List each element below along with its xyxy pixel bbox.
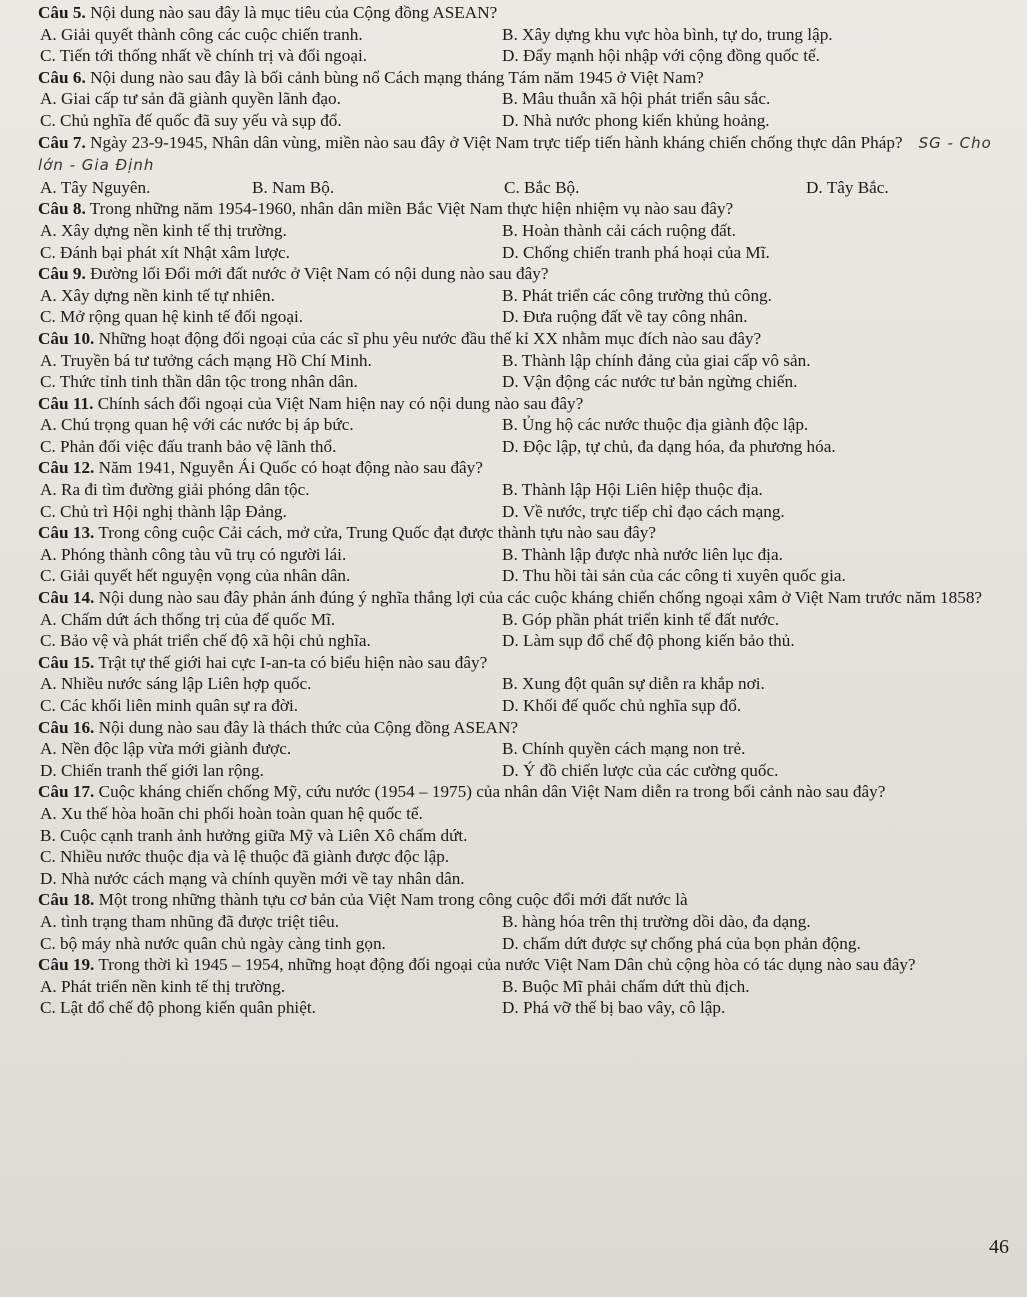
- question-q18: [38, 889, 1013, 954]
- question-stem: [38, 457, 1013, 479]
- question-number: Câu 5.: [38, 3, 86, 22]
- answer-option: B. Nam Bộ.: [252, 177, 335, 197]
- option-row: [38, 88, 1013, 110]
- answer-option: B. Thành lập Hội Liên hiệp thuộc địa.: [502, 480, 763, 500]
- question-text: Nội dung nào sau đây phản ánh đúng ý nghĩa thắng lợi của các cuộc kháng chiến chống ngoại xâm ở Việt Nam trước năm 1858?: [98, 588, 983, 608]
- answer-option: D. Ý đồ chiến lược của các cường quốc.: [502, 760, 779, 780]
- question-q8: [38, 198, 1013, 263]
- question-q9: [38, 263, 1013, 328]
- question-text: Nội dung nào sau đây là bối cảnh bùng nổ Cách mạng tháng Tám năm 1945 ở Việt Nam?: [90, 67, 704, 87]
- question-text: Trong thời kì 1945 – 1954, những hoạt động đối ngoại của nước Việt Nam Dân chủ cộng hòa có tác dụng nào sau đây?: [98, 955, 916, 975]
- option-row: [38, 565, 1013, 587]
- question-stem: [38, 2, 1013, 24]
- question-q19: [38, 954, 1013, 1019]
- answer-option: A. Ra đi tìm đường giải phóng dân tộc.: [40, 480, 310, 500]
- option-row: [38, 997, 1013, 1019]
- answer-option: D. Độc lập, tự chủ, đa dạng hóa, đa phương hóa.: [502, 436, 836, 456]
- answer-option: B. Hoàn thành cải cách ruộng đất.: [502, 220, 736, 240]
- question-q17: [38, 781, 1013, 889]
- answer-option: D. Thu hồi tài sản của các công ti xuyên quốc gia.: [502, 566, 846, 586]
- question-stem: [38, 393, 1013, 415]
- option-row: [38, 479, 1013, 501]
- question-q16: [38, 717, 1013, 782]
- question-q11: [38, 393, 1013, 458]
- question-q15: [38, 652, 1013, 717]
- answer-option: A. Chú trọng quan hệ với các nước bị áp bức.: [40, 415, 354, 435]
- answer-option: C. Đánh bại phát xít Nhật xâm lược.: [40, 242, 290, 262]
- question-stem: [38, 652, 1013, 674]
- answer-option: C. Chủ nghĩa đế quốc đã suy yếu và sụp đổ.: [40, 110, 342, 130]
- question-number: Câu 15.: [38, 652, 95, 672]
- answer-option: B. Phát triển các công trường thủ công.: [502, 285, 772, 305]
- question-number: Câu 9.: [38, 264, 86, 284]
- option-row: [38, 501, 1013, 523]
- question-q7: [38, 132, 1013, 199]
- answer-option: D. Làm sụp đổ chế độ phong kiến bảo thủ.: [502, 631, 795, 651]
- answer-option: B. Xây dựng khu vực hòa bình, tự do, trung lập.: [502, 24, 833, 44]
- answer-option: D. Tây Bắc.: [806, 177, 889, 197]
- option-row: [38, 544, 1013, 566]
- answer-option: C. Thức tỉnh tinh thần dân tộc trong nhân dân.: [40, 372, 358, 392]
- option-row: [38, 24, 1013, 46]
- answer-option: C. Giải quyết hết nguyện vọng của nhân dân.: [40, 566, 351, 586]
- option-row: [38, 695, 1013, 717]
- option-row: [38, 436, 1013, 458]
- question-stem: [38, 587, 1013, 609]
- answer-option: A. Nhiều nước sáng lập Liên hợp quốc.: [40, 674, 312, 694]
- option-row: [38, 933, 1013, 955]
- answer-option: D. Đưa ruộng đất về tay công nhân.: [502, 307, 748, 327]
- option-row: [38, 350, 1013, 372]
- option-row: [38, 285, 1013, 307]
- question-number: Câu 6.: [38, 67, 86, 87]
- question-stem: [38, 263, 1013, 285]
- answer-option: B. Cuộc cạnh tranh ảnh hưởng giữa Mỹ và Liên Xô chấm dứt.: [40, 825, 468, 845]
- answer-option: C. Tiến tới thống nhất về chính trị và đối ngoại.: [40, 46, 368, 66]
- option-row: [38, 911, 1013, 933]
- question-number: Câu 8.: [38, 199, 86, 219]
- answer-option: B. Chính quyền cách mạng non trẻ.: [502, 739, 746, 759]
- question-text: Một trong những thành tựu cơ bản của Việt Nam trong công cuộc đổi mới đất nước là: [98, 890, 688, 910]
- answer-option: B. Buộc Mĩ phải chấm dứt thù địch.: [502, 976, 750, 996]
- answer-option: C. bộ máy nhà nước quân chủ ngày càng tinh gọn.: [40, 933, 386, 953]
- question-number: Câu 7.: [38, 132, 86, 152]
- question-text: Ngày 23-9-1945, Nhân dân vùng, miền nào sau đây ở Việt Nam trực tiếp tiến hành kháng chiến chống thực dân Pháp?: [90, 132, 903, 152]
- question-list: [38, 2, 1013, 1019]
- option-row: [38, 673, 1013, 695]
- question-stem: [38, 717, 1013, 739]
- option-row: [38, 242, 1013, 264]
- answer-option: A. Tây Nguyên.: [40, 177, 151, 197]
- answer-option: C. Các khối liên minh quân sự ra đời.: [40, 696, 299, 715]
- question-number: Câu 19.: [38, 955, 95, 975]
- question-number: Câu 14.: [38, 588, 95, 608]
- answer-option: A. Truyền bá tư tưởng cách mạng Hồ Chí Minh.: [40, 350, 372, 370]
- answer-option: C. Bảo vệ và phát triển chế độ xã hội chủ nghĩa.: [40, 631, 371, 651]
- question-q6: [38, 67, 1013, 132]
- question-text: Chính sách đối ngoại của Việt Nam hiện nay có nội dung nào sau đây?: [97, 393, 584, 413]
- question-q13: [38, 522, 1013, 587]
- question-text: Trật tự thế giới hai cực I-an-ta có biểu hiện nào sau đây?: [98, 652, 488, 672]
- question-q12: [38, 457, 1013, 522]
- answer-option: B. hàng hóa trên thị trường dồi dào, đa dạng.: [502, 911, 811, 931]
- answer-option: A. Xây dựng nền kinh tế tự nhiên.: [40, 285, 275, 305]
- question-text: Trong công cuộc Cải cách, mở cửa, Trung Quốc đạt được thành tựu nào sau đây?: [98, 523, 657, 543]
- page-number: 46: [989, 1236, 1009, 1258]
- answer-option: C. Mở rộng quan hệ kinh tế đối ngoại.: [40, 307, 304, 327]
- option-row: [38, 760, 1013, 782]
- question-text: Trong những năm 1954-1960, nhân dân miền Bắc Việt Nam thực hiện nhiệm vụ nào sau đây?: [89, 199, 734, 219]
- question-number: Câu 16.: [38, 717, 95, 737]
- question-number: Câu 10.: [38, 328, 95, 348]
- answer-option: A. Nền độc lập vừa mới giành được.: [40, 739, 292, 759]
- question-stem: [38, 889, 1013, 911]
- option-row: [38, 609, 1013, 631]
- answer-option: B. Góp phần phát triển kinh tế đất nước.: [502, 609, 780, 629]
- answer-option: D. Chiến tranh thế giới lan rộng.: [40, 760, 264, 780]
- question-text: Năm 1941, Nguyễn Ái Quốc có hoạt động nào sau đây?: [98, 458, 483, 478]
- question-stem: [38, 954, 1013, 976]
- option-row: [38, 306, 1013, 328]
- option-row: [38, 177, 1013, 199]
- answer-option: C. Chủ trì Hội nghị thành lập Đảng.: [40, 501, 287, 521]
- answer-option: B. Ủng hộ các nước thuộc địa giành độc lập.: [502, 415, 809, 435]
- option-row: [38, 110, 1013, 132]
- option-row: [38, 630, 1013, 652]
- answer-option: C. Phản đối việc đấu tranh bảo vệ lãnh thổ.: [40, 436, 337, 456]
- answer-option: D. Nhà nước phong kiến khủng hoảng.: [502, 110, 770, 130]
- answer-option: B. Xung đột quân sự diễn ra khắp nơi.: [502, 674, 765, 694]
- question-text: Đường lối Đổi mới đất nước ở Việt Nam có nội dung nào sau đây?: [90, 264, 549, 284]
- answer-option: D. Về nước, trực tiếp chỉ đạo cách mạng.: [502, 501, 785, 521]
- question-stem: [38, 328, 1013, 350]
- answer-option: A. Xu thế hòa hoãn chi phối hoàn toàn quan hệ quốc tế.: [40, 803, 423, 823]
- question-text: Cuộc kháng chiến chống Mỹ, cứu nước (1954 – 1975) của nhân dân Việt Nam diễn ra trong bối cảnh nào sau đây?: [98, 782, 886, 802]
- answer-option: B. Thành lập được nhà nước liên lục địa.: [502, 544, 783, 564]
- question-text: Những hoạt động đối ngoại của các sĩ phu yêu nước đầu thế kỉ XX nhằm mục đích nào sau đây?: [98, 328, 762, 348]
- answer-option: B. Thành lập chính đảng của giai cấp vô sản.: [502, 350, 811, 370]
- option-row: [38, 45, 1013, 67]
- answer-option: C. Lật đổ chế độ phong kiến quân phiệt.: [40, 998, 316, 1018]
- option-row: [38, 976, 1013, 998]
- question-number: Câu 13.: [38, 523, 95, 543]
- answer-option: C. Nhiều nước thuộc địa và lệ thuộc đã giành được độc lập.: [40, 847, 450, 867]
- option-row: [38, 414, 1013, 436]
- answer-option: A. Phóng thành công tàu vũ trụ có người lái.: [40, 544, 347, 564]
- answer-option: A. Phát triển nền kinh tế thị trường.: [40, 976, 286, 996]
- question-q14: [38, 587, 1013, 652]
- handwritten-note: SG - Cho lớn - Gia Định: [38, 133, 992, 175]
- answer-option: D. Nhà nước cách mạng và chính quyền mới về tay nhân dân.: [40, 868, 465, 888]
- answer-option: D. Đẩy mạnh hội nhập với cộng đồng quốc tế.: [502, 46, 820, 66]
- answer-option: A. Giai cấp tư sản đã giành quyền lãnh đạo.: [40, 89, 341, 109]
- question-q5: [38, 2, 1013, 67]
- answer-option: C. Bắc Bộ.: [504, 177, 580, 197]
- question-number: Câu 11.: [38, 393, 94, 413]
- question-stem: [38, 198, 1013, 220]
- question-stem: [38, 781, 1013, 803]
- question-text: Nội dung nào sau đây là thách thức của Cộng đồng ASEAN?: [98, 717, 519, 737]
- option-row: [38, 371, 1013, 393]
- question-stem: [38, 522, 1013, 544]
- option-row: [38, 220, 1013, 242]
- question-number: Câu 12.: [38, 458, 95, 478]
- answer-option: A. Giải quyết thành công các cuộc chiến tranh.: [40, 24, 363, 44]
- question-q10: [38, 328, 1013, 393]
- question-text: Nội dung nào sau đây là mục tiêu của Cộng đồng ASEAN?: [90, 3, 498, 22]
- answer-option: B. Mâu thuẫn xã hội phát triển sâu sắc.: [502, 89, 771, 109]
- question-number: Câu 18.: [38, 890, 95, 910]
- answer-option: D. Phá vỡ thế bị bao vây, cô lập.: [502, 998, 726, 1018]
- answer-option: A. Xây dựng nền kinh tế thị trường.: [40, 220, 287, 240]
- question-stem: [38, 67, 1013, 89]
- answer-option: D. chấm dứt được sự chống phá của bọn phản động.: [502, 933, 861, 953]
- question-number: Câu 17.: [38, 782, 95, 802]
- answer-option: D. Vận động các nước tư bản ngừng chiến.: [502, 372, 798, 392]
- answer-option: D. Chống chiến tranh phá hoại của Mĩ.: [502, 242, 770, 262]
- answer-option: A. tình trạng tham nhũng đã được triệt tiêu.: [40, 911, 340, 931]
- answer-option: D. Khối đế quốc chủ nghĩa sụp đổ.: [502, 696, 742, 715]
- question-stem: [38, 132, 1013, 177]
- option-row: [38, 738, 1013, 760]
- answer-option: A. Chấm dứt ách thống trị của đế quốc Mĩ.: [40, 609, 336, 629]
